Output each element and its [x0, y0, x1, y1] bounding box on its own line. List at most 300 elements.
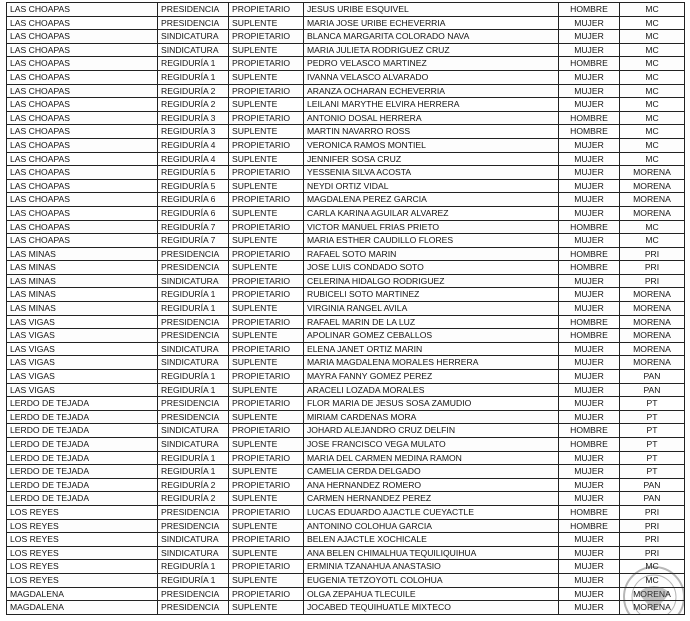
- cell-genero: HOMBRE: [559, 424, 620, 438]
- cell-genero: MUJER: [559, 465, 620, 479]
- cell-municipio: LAS CHOAPAS: [7, 43, 158, 57]
- cell-genero: MUJER: [559, 70, 620, 84]
- cell-municipio: LERDO DE TEJADA: [7, 451, 158, 465]
- cell-nombre: MARIA JULIETA RODRIGUEZ CRUZ: [304, 43, 559, 57]
- cell-genero: HOMBRE: [559, 220, 620, 234]
- cell-partido: MORENA: [620, 342, 685, 356]
- cell-tipo: PROPIETARIO: [229, 193, 304, 207]
- cell-nombre: ANTONIO DOSAL HERRERA: [304, 111, 559, 125]
- cell-genero: HOMBRE: [559, 261, 620, 275]
- cell-nombre: CARLA KARINA AGUILAR ALVAREZ: [304, 206, 559, 220]
- table-row: [7, 573, 685, 587]
- cell-genero: MUJER: [559, 342, 620, 356]
- cell-municipio: LAS CHOAPAS: [7, 166, 158, 180]
- cell-nombre: VERONICA RAMOS MONTIEL: [304, 138, 559, 152]
- table-row: [7, 601, 685, 615]
- cell-cargo: PRESIDENCIA: [158, 329, 229, 343]
- cell-municipio: LOS REYES: [7, 505, 158, 519]
- table-row: [7, 288, 685, 302]
- cell-tipo: PROPIETARIO: [229, 220, 304, 234]
- cell-cargo: SINDICATURA: [158, 43, 229, 57]
- cell-municipio: MAGDALENA: [7, 587, 158, 601]
- cell-partido: PAN: [620, 492, 685, 506]
- cell-tipo: SUPLENTE: [229, 356, 304, 370]
- table-row: [7, 329, 685, 343]
- cell-tipo: PROPIETARIO: [229, 138, 304, 152]
- table-row: [7, 206, 685, 220]
- cell-municipio: LAS CHOAPAS: [7, 3, 158, 17]
- table-row: [7, 43, 685, 57]
- cell-cargo: REGIDURÍA 4: [158, 152, 229, 166]
- cell-partido: MC: [620, 3, 685, 17]
- cell-partido: PAN: [620, 478, 685, 492]
- cell-nombre: BLANCA MARGARITA COLORADO NAVA: [304, 30, 559, 44]
- cell-partido: PT: [620, 410, 685, 424]
- table-row: [7, 125, 685, 139]
- cell-genero: MUJER: [559, 533, 620, 547]
- cell-partido: MC: [620, 125, 685, 139]
- cell-municipio: LERDO DE TEJADA: [7, 492, 158, 506]
- cell-nombre: IVANNA VELASCO ALVARADO: [304, 70, 559, 84]
- cell-nombre: PEDRO VELASCO MARTINEZ: [304, 57, 559, 71]
- table-row: [7, 410, 685, 424]
- cell-genero: MUJER: [559, 152, 620, 166]
- cell-municipio: LAS VIGAS: [7, 315, 158, 329]
- cell-genero: MUJER: [559, 179, 620, 193]
- cell-municipio: LERDO DE TEJADA: [7, 410, 158, 424]
- cell-nombre: RAFAEL SOTO MARIN: [304, 247, 559, 261]
- cell-municipio: LAS CHOAPAS: [7, 179, 158, 193]
- table-row: [7, 478, 685, 492]
- cell-cargo: PRESIDENCIA: [158, 3, 229, 17]
- cell-genero: MUJER: [559, 397, 620, 411]
- cell-genero: MUJER: [559, 43, 620, 57]
- table-row: [7, 3, 685, 17]
- candidates-table: [6, 2, 685, 615]
- cell-tipo: PROPIETARIO: [229, 587, 304, 601]
- cell-municipio: LERDO DE TEJADA: [7, 424, 158, 438]
- cell-nombre: NEYDI ORTIZ VIDAL: [304, 179, 559, 193]
- table-row: [7, 261, 685, 275]
- cell-partido: MC: [620, 98, 685, 112]
- table-row: [7, 152, 685, 166]
- cell-nombre: JOSE FRANCISCO VEGA MULATO: [304, 438, 559, 452]
- cell-tipo: SUPLENTE: [229, 70, 304, 84]
- cell-partido: MORENA: [620, 206, 685, 220]
- table-row: [7, 84, 685, 98]
- table-row: [7, 274, 685, 288]
- cell-partido: PRI: [620, 505, 685, 519]
- cell-tipo: SUPLENTE: [229, 410, 304, 424]
- cell-partido: MC: [620, 234, 685, 248]
- cell-municipio: LAS VIGAS: [7, 383, 158, 397]
- cell-tipo: PROPIETARIO: [229, 274, 304, 288]
- cell-cargo: REGIDURÍA 2: [158, 98, 229, 112]
- cell-cargo: REGIDURÍA 7: [158, 220, 229, 234]
- cell-genero: MUJER: [559, 138, 620, 152]
- cell-tipo: SUPLENTE: [229, 261, 304, 275]
- cell-partido: PRI: [620, 274, 685, 288]
- cell-municipio: LAS VIGAS: [7, 329, 158, 343]
- cell-genero: MUJER: [559, 206, 620, 220]
- table-row: [7, 179, 685, 193]
- cell-cargo: SINDICATURA: [158, 438, 229, 452]
- table-row: [7, 98, 685, 112]
- cell-municipio: LAS CHOAPAS: [7, 206, 158, 220]
- cell-genero: HOMBRE: [559, 3, 620, 17]
- cell-genero: HOMBRE: [559, 315, 620, 329]
- cell-genero: MUJER: [559, 560, 620, 574]
- cell-cargo: SINDICATURA: [158, 533, 229, 547]
- table-row: [7, 451, 685, 465]
- table-row: [7, 138, 685, 152]
- cell-genero: MUJER: [559, 274, 620, 288]
- cell-cargo: REGIDURÍA 1: [158, 383, 229, 397]
- cell-genero: MUJER: [559, 356, 620, 370]
- cell-tipo: PROPIETARIO: [229, 288, 304, 302]
- cell-cargo: REGIDURÍA 1: [158, 57, 229, 71]
- cell-tipo: PROPIETARIO: [229, 247, 304, 261]
- table-row: [7, 30, 685, 44]
- cell-tipo: SUPLENTE: [229, 98, 304, 112]
- cell-partido: MORENA: [620, 166, 685, 180]
- cell-tipo: SUPLENTE: [229, 438, 304, 452]
- cell-tipo: PROPIETARIO: [229, 478, 304, 492]
- cell-cargo: PRESIDENCIA: [158, 247, 229, 261]
- cell-cargo: PRESIDENCIA: [158, 519, 229, 533]
- cell-partido: MC: [620, 57, 685, 71]
- cell-nombre: FLOR MARIA DE JESUS SOSA ZAMUDIO: [304, 397, 559, 411]
- cell-partido: MC: [620, 152, 685, 166]
- cell-partido: MORENA: [620, 302, 685, 316]
- cell-nombre: ERMINIA TZANAHUA ANASTASIO: [304, 560, 559, 574]
- cell-nombre: CELERINA HIDALGO RODRIGUEZ: [304, 274, 559, 288]
- cell-municipio: LAS CHOAPAS: [7, 30, 158, 44]
- cell-genero: MUJER: [559, 166, 620, 180]
- cell-municipio: LAS CHOAPAS: [7, 125, 158, 139]
- cell-partido: MORENA: [620, 587, 685, 601]
- cell-tipo: SUPLENTE: [229, 302, 304, 316]
- cell-nombre: ANA BELEN CHIMALHUA TEQUILIQUIHUA: [304, 546, 559, 560]
- cell-nombre: BELEN AJACTLE XOCHICALE: [304, 533, 559, 547]
- cell-cargo: REGIDURÍA 1: [158, 302, 229, 316]
- table-row: [7, 465, 685, 479]
- cell-partido: MORENA: [620, 179, 685, 193]
- cell-municipio: LAS CHOAPAS: [7, 234, 158, 248]
- cell-nombre: JENNIFER SOSA CRUZ: [304, 152, 559, 166]
- cell-partido: MC: [620, 220, 685, 234]
- cell-partido: PRI: [620, 261, 685, 275]
- cell-cargo: REGIDURÍA 2: [158, 492, 229, 506]
- cell-partido: PT: [620, 438, 685, 452]
- cell-nombre: MARIA MAGDALENA MORALES HERRERA: [304, 356, 559, 370]
- table-row: [7, 397, 685, 411]
- cell-nombre: VICTOR MANUEL FRIAS PRIETO: [304, 220, 559, 234]
- cell-genero: MUJER: [559, 601, 620, 615]
- cell-nombre: CARMEN HERNANDEZ PEREZ: [304, 492, 559, 506]
- cell-cargo: SINDICATURA: [158, 342, 229, 356]
- cell-nombre: OLGA ZEPAHUA TLECUILE: [304, 587, 559, 601]
- table-row: [7, 315, 685, 329]
- table-row: [7, 57, 685, 71]
- cell-municipio: LAS CHOAPAS: [7, 193, 158, 207]
- cell-genero: HOMBRE: [559, 519, 620, 533]
- cell-partido: MC: [620, 111, 685, 125]
- cell-tipo: SUPLENTE: [229, 465, 304, 479]
- cell-partido: MORENA: [620, 193, 685, 207]
- cell-partido: MC: [620, 138, 685, 152]
- cell-cargo: SINDICATURA: [158, 30, 229, 44]
- cell-municipio: LAS MINAS: [7, 261, 158, 275]
- cell-tipo: PROPIETARIO: [229, 30, 304, 44]
- cell-genero: MUJER: [559, 84, 620, 98]
- cell-municipio: LOS REYES: [7, 573, 158, 587]
- cell-municipio: LERDO DE TEJADA: [7, 397, 158, 411]
- cell-tipo: SUPLENTE: [229, 234, 304, 248]
- cell-cargo: PRESIDENCIA: [158, 315, 229, 329]
- cell-cargo: REGIDURÍA 5: [158, 179, 229, 193]
- table-row: [7, 247, 685, 261]
- cell-tipo: SUPLENTE: [229, 601, 304, 615]
- cell-tipo: PROPIETARIO: [229, 424, 304, 438]
- document-page: [6, 2, 686, 615]
- cell-partido: MORENA: [620, 329, 685, 343]
- cell-partido: PRI: [620, 519, 685, 533]
- cell-genero: MUJER: [559, 370, 620, 384]
- cell-tipo: SUPLENTE: [229, 492, 304, 506]
- cell-nombre: JOHARD ALEJANDRO CRUZ DELFIN: [304, 424, 559, 438]
- cell-partido: MORENA: [620, 288, 685, 302]
- cell-tipo: SUPLENTE: [229, 43, 304, 57]
- cell-municipio: LAS CHOAPAS: [7, 220, 158, 234]
- cell-partido: MC: [620, 70, 685, 84]
- cell-genero: MUJER: [559, 451, 620, 465]
- cell-municipio: MAGDALENA: [7, 601, 158, 615]
- cell-cargo: REGIDURÍA 1: [158, 573, 229, 587]
- cell-tipo: PROPIETARIO: [229, 370, 304, 384]
- cell-tipo: PROPIETARIO: [229, 3, 304, 17]
- cell-genero: MUJER: [559, 16, 620, 30]
- cell-partido: PT: [620, 397, 685, 411]
- cell-municipio: LOS REYES: [7, 546, 158, 560]
- cell-municipio: LERDO DE TEJADA: [7, 478, 158, 492]
- cell-partido: MC: [620, 573, 685, 587]
- cell-tipo: PROPIETARIO: [229, 451, 304, 465]
- cell-municipio: LERDO DE TEJADA: [7, 438, 158, 452]
- cell-nombre: MARTIN NAVARRO ROSS: [304, 125, 559, 139]
- cell-partido: PAN: [620, 370, 685, 384]
- table-row: [7, 234, 685, 248]
- cell-municipio: LERDO DE TEJADA: [7, 465, 158, 479]
- cell-nombre: ARANZA OCHARAN ECHEVERRIA: [304, 84, 559, 98]
- cell-municipio: LAS VIGAS: [7, 356, 158, 370]
- cell-municipio: LAS MINAS: [7, 302, 158, 316]
- cell-genero: MUJER: [559, 383, 620, 397]
- cell-genero: HOMBRE: [559, 125, 620, 139]
- cell-municipio: LAS CHOAPAS: [7, 152, 158, 166]
- cell-partido: MC: [620, 560, 685, 574]
- cell-cargo: REGIDURÍA 1: [158, 70, 229, 84]
- cell-cargo: REGIDURÍA 6: [158, 206, 229, 220]
- cell-municipio: LAS VIGAS: [7, 370, 158, 384]
- cell-nombre: JOCABED TEQUIHUATLE MIXTECO: [304, 601, 559, 615]
- cell-municipio: LOS REYES: [7, 533, 158, 547]
- cell-partido: PAN: [620, 383, 685, 397]
- cell-cargo: REGIDURÍA 1: [158, 370, 229, 384]
- cell-tipo: PROPIETARIO: [229, 84, 304, 98]
- cell-genero: HOMBRE: [559, 438, 620, 452]
- cell-nombre: MAGDALENA PEREZ GARCIA: [304, 193, 559, 207]
- cell-tipo: PROPIETARIO: [229, 533, 304, 547]
- table-row: [7, 70, 685, 84]
- cell-partido: MC: [620, 30, 685, 44]
- cell-genero: MUJER: [559, 30, 620, 44]
- cell-genero: MUJER: [559, 546, 620, 560]
- cell-municipio: LAS CHOAPAS: [7, 16, 158, 30]
- cell-cargo: REGIDURÍA 1: [158, 560, 229, 574]
- cell-municipio: LAS MINAS: [7, 288, 158, 302]
- cell-genero: HOMBRE: [559, 57, 620, 71]
- cell-nombre: LEILANI MARYTHE ELVIRA HERRERA: [304, 98, 559, 112]
- table-row: [7, 492, 685, 506]
- cell-tipo: PROPIETARIO: [229, 57, 304, 71]
- cell-tipo: SUPLENTE: [229, 206, 304, 220]
- cell-municipio: LAS CHOAPAS: [7, 111, 158, 125]
- cell-genero: MUJER: [559, 478, 620, 492]
- cell-cargo: SINDICATURA: [158, 356, 229, 370]
- cell-nombre: MIRIAM CARDENAS MORA: [304, 410, 559, 424]
- cell-tipo: PROPIETARIO: [229, 505, 304, 519]
- cell-tipo: SUPLENTE: [229, 519, 304, 533]
- cell-nombre: RUBICELI SOTO MARTINEZ: [304, 288, 559, 302]
- cell-cargo: PRESIDENCIA: [158, 397, 229, 411]
- cell-tipo: SUPLENTE: [229, 329, 304, 343]
- cell-municipio: LOS REYES: [7, 560, 158, 574]
- cell-cargo: PRESIDENCIA: [158, 587, 229, 601]
- table-row: [7, 370, 685, 384]
- cell-partido: MORENA: [620, 315, 685, 329]
- cell-cargo: PRESIDENCIA: [158, 505, 229, 519]
- cell-cargo: REGIDURÍA 3: [158, 111, 229, 125]
- cell-municipio: LAS CHOAPAS: [7, 70, 158, 84]
- cell-nombre: MAYRA FANNY GOMEZ PEREZ: [304, 370, 559, 384]
- cell-municipio: LAS MINAS: [7, 247, 158, 261]
- cell-tipo: PROPIETARIO: [229, 397, 304, 411]
- cell-cargo: REGIDURÍA 6: [158, 193, 229, 207]
- table-row: [7, 424, 685, 438]
- table-row: [7, 505, 685, 519]
- cell-nombre: JOSE LUIS CONDADO SOTO: [304, 261, 559, 275]
- cell-genero: HOMBRE: [559, 111, 620, 125]
- cell-tipo: SUPLENTE: [229, 179, 304, 193]
- cell-genero: MUJER: [559, 193, 620, 207]
- cell-genero: HOMBRE: [559, 329, 620, 343]
- table-row: [7, 193, 685, 207]
- cell-cargo: REGIDURÍA 3: [158, 125, 229, 139]
- cell-partido: PRI: [620, 546, 685, 560]
- table-row: [7, 302, 685, 316]
- cell-nombre: MARIA DEL CARMEN MEDINA RAMON: [304, 451, 559, 465]
- cell-cargo: PRESIDENCIA: [158, 16, 229, 30]
- cell-tipo: SUPLENTE: [229, 152, 304, 166]
- cell-cargo: REGIDURÍA 7: [158, 234, 229, 248]
- table-row: [7, 438, 685, 452]
- cell-genero: HOMBRE: [559, 505, 620, 519]
- cell-municipio: LAS CHOAPAS: [7, 98, 158, 112]
- cell-municipio: LAS VIGAS: [7, 342, 158, 356]
- cell-municipio: LOS REYES: [7, 519, 158, 533]
- cell-cargo: SINDICATURA: [158, 274, 229, 288]
- table-row: [7, 519, 685, 533]
- cell-partido: MORENA: [620, 601, 685, 615]
- table-row: [7, 166, 685, 180]
- cell-partido: PRI: [620, 533, 685, 547]
- table-row: [7, 356, 685, 370]
- table-row: [7, 111, 685, 125]
- cell-tipo: SUPLENTE: [229, 125, 304, 139]
- cell-cargo: PRESIDENCIA: [158, 410, 229, 424]
- cell-genero: MUJER: [559, 492, 620, 506]
- cell-municipio: LAS CHOAPAS: [7, 138, 158, 152]
- cell-cargo: REGIDURÍA 2: [158, 84, 229, 98]
- cell-nombre: ARACELI LOZADA MORALES: [304, 383, 559, 397]
- table-row: [7, 220, 685, 234]
- cell-cargo: REGIDURÍA 4: [158, 138, 229, 152]
- cell-tipo: SUPLENTE: [229, 573, 304, 587]
- cell-tipo: PROPIETARIO: [229, 166, 304, 180]
- cell-nombre: MARIA ESTHER CAUDILLO FLORES: [304, 234, 559, 248]
- cell-nombre: APOLINAR GOMEZ CEBALLOS: [304, 329, 559, 343]
- cell-partido: PRI: [620, 247, 685, 261]
- cell-genero: MUJER: [559, 573, 620, 587]
- cell-cargo: PRESIDENCIA: [158, 601, 229, 615]
- cell-cargo: PRESIDENCIA: [158, 261, 229, 275]
- cell-cargo: REGIDURÍA 5: [158, 166, 229, 180]
- cell-nombre: LUCAS EDUARDO AJACTLE CUEYACTLE: [304, 505, 559, 519]
- cell-cargo: SINDICATURA: [158, 546, 229, 560]
- cell-partido: PT: [620, 465, 685, 479]
- cell-municipio: LAS CHOAPAS: [7, 84, 158, 98]
- cell-genero: HOMBRE: [559, 247, 620, 261]
- cell-partido: MC: [620, 84, 685, 98]
- cell-cargo: SINDICATURA: [158, 424, 229, 438]
- table-row: [7, 560, 685, 574]
- cell-tipo: PROPIETARIO: [229, 560, 304, 574]
- table-row: [7, 342, 685, 356]
- cell-nombre: YESSENIA SILVA ACOSTA: [304, 166, 559, 180]
- cell-nombre: ELENA JANET ORTIZ MARIN: [304, 342, 559, 356]
- cell-nombre: ANTONINO COLOHUA GARCIA: [304, 519, 559, 533]
- cell-municipio: LAS MINAS: [7, 274, 158, 288]
- cell-nombre: MARIA JOSE URIBE ECHEVERRIA: [304, 16, 559, 30]
- cell-municipio: LAS CHOAPAS: [7, 57, 158, 71]
- cell-nombre: VIRGINIA RANGEL AVILA: [304, 302, 559, 316]
- cell-partido: MC: [620, 43, 685, 57]
- cell-genero: MUJER: [559, 98, 620, 112]
- cell-tipo: PROPIETARIO: [229, 315, 304, 329]
- cell-cargo: REGIDURÍA 2: [158, 478, 229, 492]
- cell-cargo: REGIDURÍA 1: [158, 451, 229, 465]
- cell-partido: MC: [620, 16, 685, 30]
- cell-partido: MORENA: [620, 356, 685, 370]
- table-row: [7, 546, 685, 560]
- cell-nombre: ANA HERNANDEZ ROMERO: [304, 478, 559, 492]
- table-row: [7, 16, 685, 30]
- cell-cargo: REGIDURÍA 1: [158, 465, 229, 479]
- cell-genero: MUJER: [559, 234, 620, 248]
- cell-tipo: PROPIETARIO: [229, 111, 304, 125]
- cell-genero: MUJER: [559, 587, 620, 601]
